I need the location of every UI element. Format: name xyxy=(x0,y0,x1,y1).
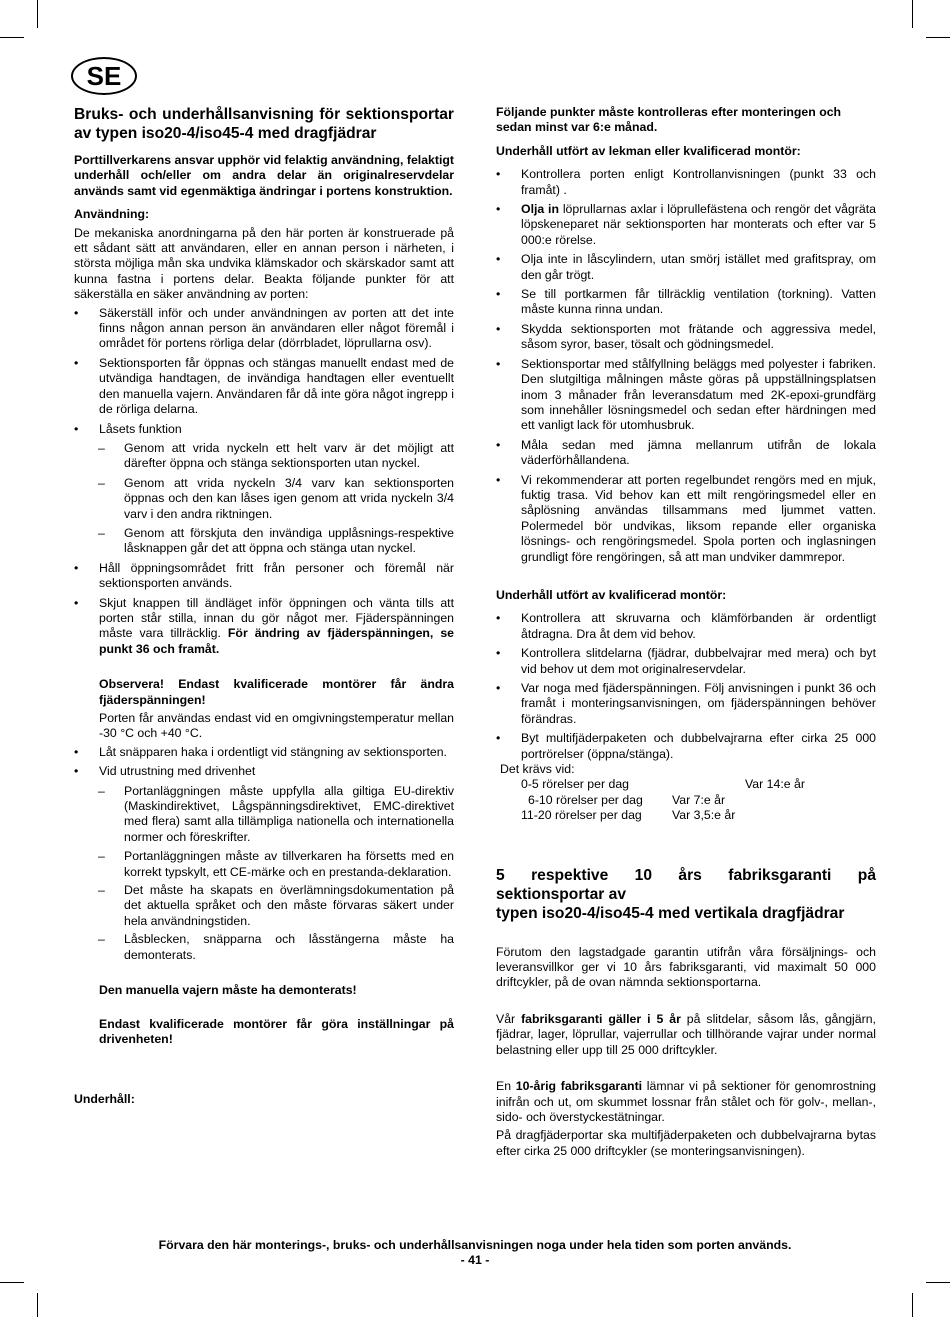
sub-list-item: – Det måste ha skapats en överlämningsdokumentation på det aktuella språket och den måste förvaras säkert under hela användningstiden. xyxy=(74,883,454,929)
crop-mark xyxy=(37,0,38,28)
sub-list-item: – Låsblecken, snäpparna och låsstängerna måste ha demonterats. xyxy=(74,932,454,963)
list-item: • Byt multifjäderpaketen och dubbelvajrarna efter cirka 25 000 portrörelser (öppna/stänga). xyxy=(496,731,876,762)
table-row xyxy=(496,793,876,808)
table-cell-interval: Var 14:e år xyxy=(745,777,805,792)
list-item: • Håll öppningsområdet fritt från personer och föremål när sektionsporten används. xyxy=(74,561,454,592)
table-row xyxy=(496,777,876,792)
five-year-warranty-emphasis: fabriksgaranti gäller i 5 år xyxy=(521,1011,681,1026)
list-item: • Sektionsporten får öppnas och stängas manuellt endast med de utvändiga handtagen, de invändiga handtagen eller eventuellt den manuella vajern. Användaren får då inte göra något ingrepp i de rörliga delarna. xyxy=(74,356,454,418)
qualified-maintenance-heading: Underhåll utfört av kvalificerad montör: xyxy=(496,587,727,602)
crop-mark xyxy=(912,0,913,28)
cable-removal-note: Den manuella vajern måste ha demonterats! xyxy=(99,983,357,998)
ten-year-warranty-emphasis: 10-årig fabriksgaranti xyxy=(515,1079,643,1094)
warranty-text: på slitdelar, såsom lås, gångjärn, fjädrar, lager, löprullar, vajerrullar och tillhörande vajrar under normal belastning eller upp till 25 000 driftcykler. xyxy=(496,1011,876,1057)
left-column xyxy=(74,105,454,1108)
warning-note: Observera! Endast kvalificerade montörer får ändra fjäderspänningen! xyxy=(99,677,454,707)
sub-list-item: – Genom att vrida nyckeln 3/4 varv kan sektionsporten öppnas och den kan låses igen genom att vrida nyckeln 3/4 varv i den andra riktningen. xyxy=(74,476,454,522)
warranty-paragraph xyxy=(496,1079,876,1125)
list-item-text: löprullarnas axlar i löprullefästena och rengör det vågräta löpskeneparet när sektionsporten har monterats och efter var 5 000:e rörelse. xyxy=(521,202,876,247)
usage-text: De mekaniska anordningarna på den här porten är konstruerade på ett sådant sätt att användaren, eller en annan person i närheten, i största möjliga mån ska undvika klämskador och skärskador samt att kunna fastna i portens delar. Beakta följande punkter för att säkerställa en säker användning av porten: xyxy=(74,225,454,302)
drive-settings-note: Endast kvalificerade montörer får göra inställningar på drivenheten! xyxy=(99,1016,454,1046)
inspection-heading: Följande punkter måste kontrolleras efter monteringen och sedan minst var 6:e månad. xyxy=(496,105,842,135)
table-cell-range: 0-5 rörelser per dag xyxy=(521,777,629,792)
list-item: • Var noga med fjäderspänningen. Följ anvisningen i punkt 36 och framåt i monteringsanvisningen, om fjäderspänningen behöver förändras. xyxy=(496,681,876,727)
warranty-title-line-2: typen iso20-4/iso45-4 med vertikala dragfjädrar xyxy=(496,904,845,922)
warranty-paragraph xyxy=(496,1012,876,1058)
oil-emphasis: Olja in xyxy=(521,202,559,217)
spring-tension-reference: För ändring av fjäderspänningen, se punkt 36 och framåt. xyxy=(99,626,454,656)
table-cell-interval: Var 3,5:e år xyxy=(672,808,736,823)
usage-heading: Användning: xyxy=(74,207,150,222)
sub-list-item: – Portanläggningen måste uppfylla alla giltiga EU-direktiv (Maskindirektivet, Lågspänningsdirektivet, EMC-direktivet med flera) samt alla tillämpliga nationella och internationella normer och föreskrifter. xyxy=(74,784,454,846)
page-number: - 41 - xyxy=(460,1253,490,1267)
lay-maintenance-heading: Underhåll utfört av lekman eller kvalificerad montör: xyxy=(496,143,801,158)
warranty-text: Vår xyxy=(496,1011,522,1026)
crop-mark xyxy=(0,37,24,38)
table-row xyxy=(496,808,876,823)
list-item: • Kontrollera porten enligt Kontrollanvisningen (punkt 33 och framåt) . xyxy=(496,167,876,198)
list-item: • Olja inte in låscylindern, utan smörj istället med grafitspray, om den går trögt. xyxy=(496,252,876,283)
warranty-paragraph: Förutom den lagstadgade garantin utifrån våra försäljnings- och leveransvillkor ger vi 10 års fabriksgaranti, vid maximalt 50 000 driftcykler, på de ovan nämnda sektionsportarna. xyxy=(496,944,876,990)
list-item-text: Skjut knappen till ändläget inför öppningen och vänta tills att porten står stilla, innan du gör något mer. Fjäderspänningen måste vara tillräcklig. xyxy=(99,595,454,641)
sub-list-item: – Genom att förskjuta den invändiga upplåsnings-respektive låsknappen går det att öppna och stänga utan nyckel. xyxy=(74,526,454,557)
liability-notice: Porttillverkarens ansvar upphör vid felaktig användning, felaktigt underhåll och/eller om andra delar än originalreservdelar används samt vid egenmäktiga ändringar i portens konstruktion. xyxy=(74,153,454,198)
right-column xyxy=(496,105,876,1159)
table-cell-range: 11-20 rörelser per dag xyxy=(521,808,642,823)
warranty-text: lämnar vi på sektioner för genomrostning inifrån och ut, om skummet lossnar från stålet och för golv-, mellan-, sido- och överstyckestätningar. xyxy=(496,1079,876,1124)
maintenance-heading: Underhåll: xyxy=(74,1092,135,1107)
crop-mark xyxy=(926,37,950,38)
crop-mark xyxy=(912,1293,913,1317)
list-item: • Låt snäpparen haka i ordentligt vid stängning av sektionsporten. xyxy=(74,745,454,760)
list-item xyxy=(496,202,876,248)
list-item: • Måla sedan med jämna mellanrum utifrån de lokala väderförhållandena. xyxy=(496,438,876,469)
list-item: • Säkerställ inför och under användningen av porten att det inte finns någon annan person än användaren eller något föremål i området för portens rörliga delar (dörrbladet, löprullarna osv). xyxy=(74,306,454,352)
list-item: • Skydda sektionsporten mot frätande och aggressiva medel, såsom syror, baser, tösalt och gödningsmedel. xyxy=(496,322,876,353)
list-item: • Vid utrustning med drivenhet xyxy=(74,764,454,779)
warranty-text: En xyxy=(496,1079,516,1094)
crop-mark xyxy=(37,1293,38,1317)
list-item: • Låsets funktion xyxy=(74,422,454,437)
list-item: • Se till portkarmen får tillräcklig ventilation (torkning). Vatten måste kunna rinna undan. xyxy=(496,287,876,318)
warranty-title: 5 respektive 10 års fabriksgaranti på sektionsportar av xyxy=(496,866,876,903)
table-cell-interval: Var 7:e år xyxy=(672,792,726,807)
list-item: • Kontrollera att skruvarna och klämförbanden är ordentligt åtdragna. Dra åt dem vid behov. xyxy=(496,611,876,642)
crop-mark xyxy=(926,1282,950,1283)
crop-mark xyxy=(0,1282,24,1283)
document-title: Bruks- och underhållsanvisning för sektionsportar av typen iso20-4/iso45-4 med dragfjädrar xyxy=(74,106,454,142)
list-item: • Sektionsportar med stålfyllning beläggs med polyester i fabriken. Den slutgiltiga målningen måste göras på uppställningsplatsen inom 3 månader från leveransdatum med 2K-epoxi-grundfärg som innehåller lösningsmedel och sedan efter härdningen med ett vanligt lack för utomhusbruk. xyxy=(496,357,876,434)
language-badge: SE xyxy=(71,57,137,95)
sub-list-item: – Genom att vrida nyckeln ett helt varv är det möjligt att därefter öppna och stänga sektionsporten utan nyckel. xyxy=(74,441,454,472)
footer-note: Förvara den här monterings-, bruks- och underhållsanvisningen noga under hela tiden som porten används. xyxy=(158,1238,792,1252)
replacement-table-intro: Det krävs vid: xyxy=(500,762,575,777)
warranty-paragraph: På dragfjäderportar ska multifjäderpaketen och dubbelvajrarna bytas efter cirka 25 000 driftcykler (se monteringsanvisningen). xyxy=(496,1128,876,1158)
temperature-note: Porten får användas endast vid en omgivningstemperatur mellan -30 °C och +40 °C. xyxy=(99,711,454,741)
list-item: • Vi rekommenderar att porten regelbundet rengörs med en mjuk, fuktig trasa. Vid behov kan ett milt rengöringsmedel eller en såplösning användas tillsammans med ljummet vatten. Polermedel bör undvikas, liksom repande eller organiska lösnings- och rengöringsmedel. Spola porten och inglasningen grundligt före rengöringen, så att man undviker dammrepor. xyxy=(496,473,876,565)
list-item: • Kontrollera slitdelarna (fjädrar, dubbelvajrar med mera) och byt vid behov ut dem mot originalreservdelar. xyxy=(496,646,876,677)
page-footer xyxy=(74,1238,876,1268)
table-cell-range: 6-10 rörelser per dag xyxy=(528,792,643,807)
list-item xyxy=(74,596,454,658)
sub-list-item: – Portanläggningen måste av tillverkaren ha försetts med en korrekt typskylt, ett CE-märke och en prestanda-deklaration. xyxy=(74,849,454,880)
